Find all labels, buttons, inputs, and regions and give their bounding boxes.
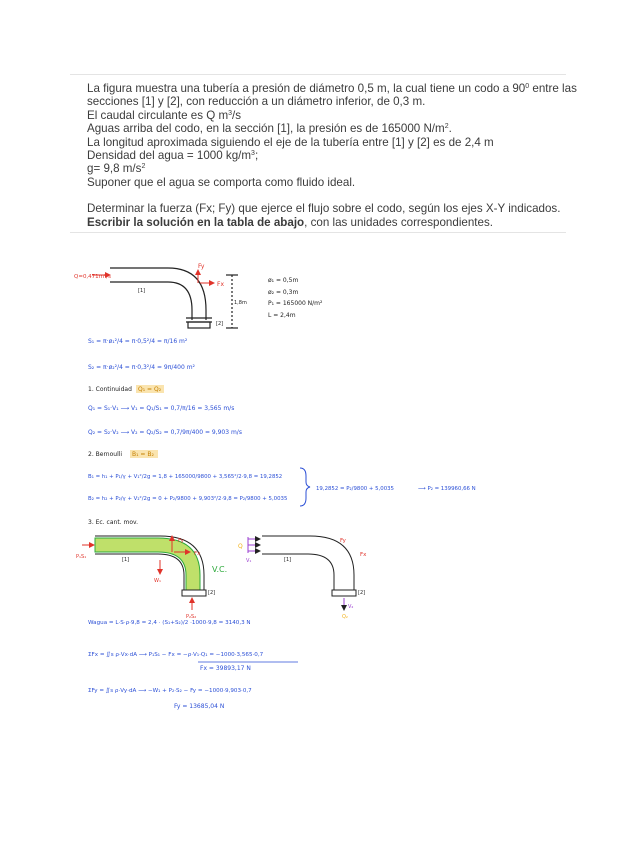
statement-line: La longitud aproximada siguiendo el eje de la tubería entre [1] y [2] es de 2,4 m [87, 135, 494, 149]
statement-line: Densidad del agua = 1000 $kg/m^3$; [87, 149, 259, 163]
cv-w-label: W₁ [154, 578, 161, 584]
vf-q2-label: Q₂ [342, 614, 348, 620]
velocity-figure [238, 536, 367, 620]
cv-fx-label: Fx [194, 551, 201, 557]
vf-q-label: Q [238, 543, 243, 550]
cv-section-2: [2] [208, 590, 216, 596]
task-line: Determinar la fuerza (Fx; Fy) que ejerce el flujo sobre el codo, según los ejes X-Y indicados. [87, 202, 561, 216]
section-1-label: [1] [138, 288, 146, 294]
given-l: L = 2,4m [268, 312, 296, 319]
flow-label: Q=0,471m³/s [74, 274, 111, 280]
handwritten-solution [0, 240, 636, 720]
bernoulli-heading: 2. Bernoulli [88, 451, 123, 458]
given-data [268, 277, 323, 319]
cv-p2s2-label: P₂S₂ [186, 614, 197, 620]
bernoulli-equation: B₁ = B₂ [132, 451, 154, 458]
statement-line: La figura muestra una tubería a presión de diámetro 0,5 m, la cual tiene un codo a $90^0$ entre las [87, 82, 577, 95]
statement-line: El caudal circulante es Q $m^3/s$ [87, 108, 242, 122]
vf-v2-label: V₂ [348, 604, 354, 610]
cv-fy-label: Fy [178, 538, 184, 544]
areas-block [88, 338, 196, 371]
velocity-v2: Q₂ = S₂·V₂ ⟶ V₂ = Q₂/S₂ = 0,7/9π/400 = 9,903 m/s [88, 429, 242, 436]
bernoulli-b2: B₂ = h₂ + P₂/γ + V₂²/2g = 0 + P₂/9800 + 9,903²/2·9,8 = P₂/9800 + 5,0035 [88, 496, 288, 502]
vf-section-2: [2] [358, 590, 366, 596]
section-2-label: [2] [216, 321, 224, 327]
control-volume-figure [76, 536, 227, 620]
given-p1: P₁ = 165000 N/m² [268, 300, 323, 307]
area-s1: S₁ = π·ø₁²/4 = π·0,5²/4 = π/16 m² [88, 338, 188, 345]
control-volume-label: V.C. [212, 565, 228, 574]
pressure-p2: ⟶ P₂ = 139960,66 N [418, 486, 476, 492]
fx-result: Fx = 39893,17 N [200, 665, 251, 672]
velocity-v1: Q₁ = S₁·V₁ ⟶ V₁ = Q₁/S₁ = 0,7/π/16 = 3,565 m/s [88, 405, 235, 412]
brace [300, 468, 310, 506]
vf-v1-label: V₁ [246, 558, 252, 564]
fy-label: Fy [198, 263, 205, 270]
statement-line: secciones [1] y [2], con reducción a un diámetro inferior, de 0,3 m. [87, 95, 426, 109]
problem-statement [87, 82, 577, 229]
elbow-figure [110, 268, 238, 328]
vf-fy-label: Fy [340, 538, 346, 544]
cv-p1s1-label: P₁S₁ [76, 554, 87, 560]
fy-result: Fy = 13685,04 N [174, 703, 225, 710]
vf-fx-label: Fx [360, 552, 367, 558]
water-weight-equation: Wagua = L·S·ρ·9,8 = 2,4 · (S₁+S₂)/2 ·1000·9,8 = 3140,3 N [88, 620, 251, 626]
vf-section-1: [1] [284, 557, 292, 563]
fx-equation: ΣFx = ∬s ρ·Vx·dA ⟶ P₁S₁ − Fx = −ρ·V₁·Q₁ = −1000·3,565·0,7 [88, 652, 264, 658]
given-d1: ø₁ = 0,5m [268, 277, 299, 284]
height-label: 1,8m [234, 300, 247, 306]
area-s2: S₂ = π·ø₂²/4 = π·0,3²/4 = 9π/400 m² [88, 364, 195, 371]
statement-line: g= 9,8 $m/s^2$ [87, 162, 146, 176]
top-divider [70, 74, 566, 75]
cv-section-1: [1] [122, 557, 130, 563]
momentum-heading: 3. Ec. cant. mov. [88, 519, 138, 526]
fx-label: Fx [217, 281, 225, 288]
fy-equation: ΣFy = ∬s ρ·Vy·dA ⟶ −W₁ + P₂·S₂ − Fy = −1000·9,903·0,7 [88, 688, 252, 694]
given-d2: ø₂ = 0,3m [268, 289, 299, 296]
statement-line: Suponer que el agua se comporta como fluido ideal. [87, 175, 356, 189]
bottom-divider [70, 232, 566, 233]
bernoulli-b1: B₁ = h₁ + P₁/γ + V₁²/2g = 1,8 + 165000/9800 + 3,565²/2·9,8 = 19,2852 [88, 474, 283, 480]
bernoulli-result: 19,2852 = P₂/9800 + 5,0035 [316, 486, 394, 492]
statement-line: Aguas arriba del codo, en la sección [1], la presión es de 165000 $N/m^2$. [87, 122, 452, 136]
continuity-equation: Q₁ = Q₂ [138, 386, 162, 393]
instruction-line: Escribir la solución en la tabla de abajo, con las unidades correspondientes. [87, 215, 493, 229]
continuity-heading: 1. Continuidad [88, 386, 132, 393]
